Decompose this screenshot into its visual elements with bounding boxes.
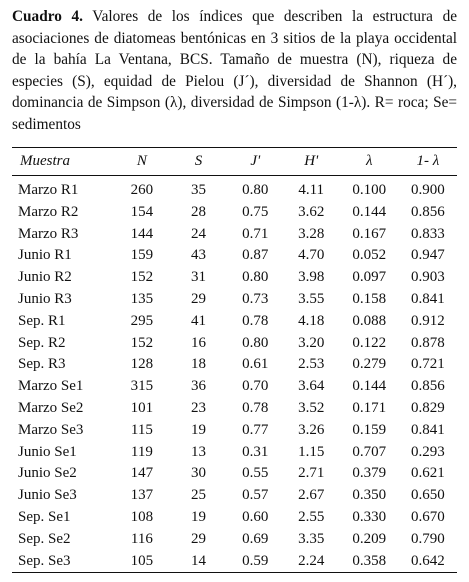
cell-h: 2.24 (283, 551, 340, 573)
cell-n: 295 (130, 312, 154, 329)
cell-lambda: 0.209 (352, 530, 387, 547)
cell-lambda: 0.167 (352, 225, 387, 242)
cell-lambda: 0.707 (352, 443, 387, 460)
cell-lambda: 0.279 (352, 356, 387, 373)
diversity-indices-table (12, 147, 457, 573)
table-row (12, 202, 457, 224)
cell-j: 0.80 (242, 182, 269, 198)
cell-j: 0.57 (242, 487, 269, 504)
table-row (12, 289, 457, 311)
cell-j: 0.75 (242, 203, 269, 220)
cell-s: 19 (191, 421, 207, 438)
cell-h: 3.26 (298, 421, 325, 438)
cell-muestra: Junio R3 (18, 290, 72, 307)
cell-n: 147 (130, 465, 154, 482)
table-row (12, 529, 457, 551)
cell-j: 0.31 (242, 443, 269, 460)
cell-j: 0.78 (242, 399, 269, 416)
cell-one-minus-lambda: 0.856 (411, 378, 445, 395)
cell-one-minus-lambda: 0.856 (411, 203, 445, 220)
cell-s: 18 (191, 356, 207, 373)
caption-label: Cuadro 4. (12, 8, 83, 25)
cell-n: 137 (130, 487, 154, 504)
cell-muestra: Sep. R1 (18, 312, 66, 329)
table-row (12, 176, 457, 202)
cell-j: 0.77 (242, 421, 269, 438)
cell-s: 16 (191, 334, 207, 351)
cell-s: 29 (191, 290, 207, 307)
cell-one-minus-lambda: 0.841 (411, 290, 445, 307)
cell-muestra: Marzo R1 (18, 182, 79, 198)
table-row (12, 420, 457, 442)
cell-n: 105 (114, 551, 169, 573)
cell-h: 3.62 (298, 203, 325, 220)
cell-h: 3.55 (298, 290, 325, 307)
cell-s: 23 (191, 399, 207, 416)
cell-one-minus-lambda: 0.650 (411, 487, 445, 504)
cell-h: 3.52 (298, 399, 325, 416)
cell-n: 260 (130, 182, 154, 198)
cell-j: 0.60 (242, 508, 269, 525)
cell-lambda: 0.350 (352, 487, 387, 504)
cell-one-minus-lambda: 0.829 (411, 399, 445, 416)
table-row (12, 267, 457, 289)
table-row (12, 333, 457, 355)
cell-h: 3.98 (298, 269, 325, 286)
table-row (12, 551, 457, 573)
cell-s: 29 (191, 530, 207, 547)
cell-n: 315 (130, 378, 154, 395)
cell-s: 19 (191, 508, 207, 525)
cell-lambda: 0.159 (352, 421, 387, 438)
header-j: J' (228, 148, 283, 176)
cell-lambda: 0.052 (352, 247, 387, 264)
cell-lambda: 0.144 (352, 378, 387, 395)
cell-n: 152 (130, 269, 154, 286)
cell-n: 128 (130, 356, 154, 373)
header-n: N (114, 148, 169, 176)
table-row (12, 245, 457, 267)
cell-one-minus-lambda: 0.833 (411, 225, 445, 242)
cell-h: 3.20 (298, 334, 325, 351)
cell-h: 2.55 (298, 508, 325, 525)
cell-one-minus-lambda: 0.878 (411, 334, 445, 351)
cell-h: 2.53 (298, 356, 325, 373)
cell-lambda: 0.097 (352, 269, 387, 286)
cell-one-minus-lambda: 0.721 (411, 356, 445, 373)
cell-one-minus-lambda: 0.790 (411, 530, 445, 547)
cell-j: 0.80 (242, 334, 269, 351)
cell-one-minus-lambda: 0.841 (411, 421, 445, 438)
header-h: H' (283, 148, 340, 176)
cell-h: 3.64 (298, 378, 325, 395)
cell-h: 3.28 (298, 225, 325, 242)
cell-j: 0.61 (242, 356, 269, 373)
cell-one-minus-lambda: 0.670 (411, 508, 445, 525)
cell-j: 0.78 (242, 312, 269, 329)
cell-j: 0.80 (242, 269, 269, 286)
header-s: S (169, 148, 227, 176)
cell-lambda: 0.358 (340, 551, 399, 573)
cell-h: 3.35 (298, 530, 325, 547)
cell-s: 43 (191, 247, 207, 264)
cell-lambda: 0.171 (352, 399, 387, 416)
table-row (12, 442, 457, 464)
cell-n: 154 (130, 203, 154, 220)
header-one-minus-lambda: 1- λ (399, 148, 457, 176)
table-row (12, 507, 457, 529)
cell-n: 144 (130, 225, 154, 242)
table-row (12, 311, 457, 333)
table-row (12, 485, 457, 507)
cell-one-minus-lambda: 0.642 (399, 551, 457, 573)
cell-j: 0.71 (242, 225, 269, 242)
table-caption (12, 6, 457, 135)
cell-muestra: Junio R1 (18, 247, 72, 264)
cell-j: 0.87 (242, 247, 269, 264)
header-muestra: Muestra (12, 148, 114, 176)
cell-muestra: Sep. R3 (18, 356, 66, 373)
table-body (12, 176, 457, 573)
cell-s: 35 (191, 182, 207, 198)
cell-h: 2.67 (298, 487, 325, 504)
cell-s: 14 (169, 551, 227, 573)
cell-s: 36 (191, 378, 207, 395)
cell-n: 119 (130, 443, 153, 460)
cell-s: 24 (191, 225, 207, 242)
cell-muestra: Marzo Se1 (18, 378, 84, 395)
cell-n: 101 (130, 399, 154, 416)
cell-lambda: 0.379 (352, 465, 387, 482)
cell-j: 0.73 (242, 290, 269, 307)
cell-n: 135 (130, 290, 154, 307)
cell-muestra: Marzo R3 (18, 225, 79, 242)
cell-one-minus-lambda: 0.621 (411, 465, 445, 482)
table-row (12, 354, 457, 376)
cell-one-minus-lambda: 0.900 (411, 182, 445, 198)
cell-lambda: 0.100 (352, 182, 387, 198)
header-lambda: λ (340, 148, 399, 176)
cell-h: 4.18 (298, 312, 325, 329)
cell-n: 116 (130, 530, 153, 547)
cell-one-minus-lambda: 0.912 (411, 312, 445, 329)
cell-muestra: Junio Se1 (18, 443, 77, 460)
cell-s: 25 (191, 487, 207, 504)
cell-n: 159 (130, 247, 154, 264)
cell-muestra: Sep. R2 (18, 334, 66, 351)
cell-lambda: 0.088 (352, 312, 387, 329)
cell-muestra: Marzo Se3 (18, 421, 84, 438)
cell-h: 1.15 (298, 443, 325, 460)
cell-h: 2.71 (298, 465, 325, 482)
cell-h: 4.11 (298, 182, 325, 198)
cell-n: 152 (130, 334, 154, 351)
table-row (12, 224, 457, 246)
cell-j: 0.59 (228, 551, 283, 573)
cell-muestra: Sep. Se3 (12, 551, 114, 573)
cell-one-minus-lambda: 0.947 (411, 247, 445, 264)
cell-muestra: Junio R2 (18, 269, 72, 286)
cell-s: 31 (191, 269, 207, 286)
cell-one-minus-lambda: 0.293 (411, 443, 445, 460)
cell-muestra: Junio Se2 (18, 465, 77, 482)
table-row (12, 398, 457, 420)
cell-j: 0.70 (242, 378, 269, 395)
cell-s: 13 (191, 443, 207, 460)
cell-s: 41 (191, 312, 207, 329)
cell-lambda: 0.330 (352, 508, 387, 525)
cell-n: 108 (130, 508, 154, 525)
table-header-row (12, 148, 457, 176)
cell-lambda: 0.122 (352, 334, 387, 351)
table-row (12, 463, 457, 485)
cell-s: 28 (191, 203, 207, 220)
table-row (12, 376, 457, 398)
cell-j: 0.69 (242, 530, 269, 547)
cell-muestra: Marzo R2 (18, 203, 79, 220)
cell-lambda: 0.144 (352, 203, 387, 220)
cell-lambda: 0.158 (352, 290, 387, 307)
cell-muestra: Sep. Se1 (18, 508, 71, 525)
cell-muestra: Junio Se3 (18, 487, 77, 504)
cell-one-minus-lambda: 0.903 (411, 269, 445, 286)
cell-h: 4.70 (298, 247, 325, 264)
cell-n: 115 (130, 421, 153, 438)
cell-s: 30 (191, 465, 207, 482)
cell-muestra: Sep. Se2 (18, 530, 71, 547)
cell-j: 0.55 (242, 465, 269, 482)
caption-text: Valores de los índices que describen la estructura de asociaciones de diatomeas bentónicas en 3 sitios de la playa occidental de la bahía La Ventana, BCS. Tamaño de muestra (N), riqueza de especies (S), equidad de Pielou (J´), diversidad de Shannon (H´), dominancia de Simpson (λ), diversidad de Simpson (1-λ). R= roca; Se= sedimentos (12, 8, 458, 133)
cell-muestra: Marzo Se2 (18, 399, 84, 416)
